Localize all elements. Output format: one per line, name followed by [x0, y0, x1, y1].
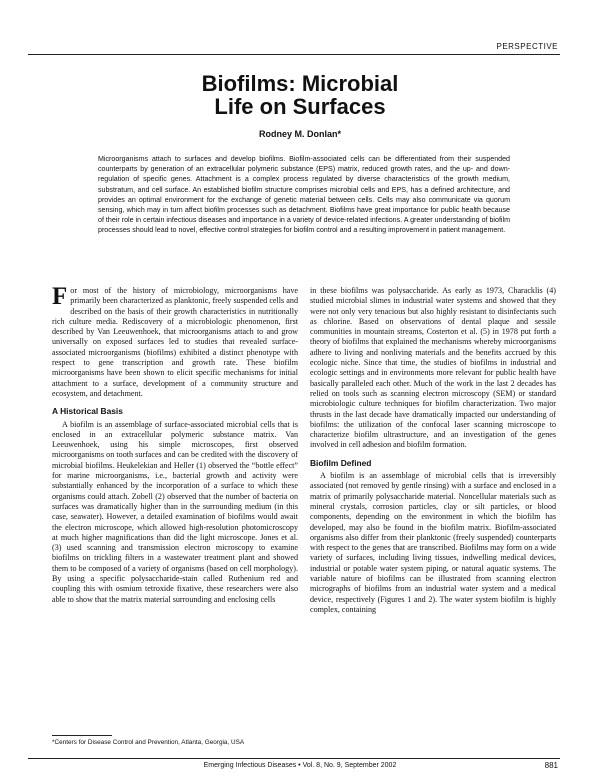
historical-paragraph: A biofilm is an assemblage of surface-associated microbial cells that is enclosed in an extracellular polymeric substance matrix. Van Leeuwenhoek, using his simple microscopes, first observed microorganisms on tooth surfaces and can be credited with the discovery of microbial biofilms. Heukelekian and Heller (1) observed the “bottle effect” for marine microorganisms, i.e., bacterial growth and activity were substantially enhanced by the incorporation of a surface to which these organisms could attach. Zobell (2) observed that the number of bacteria on surfaces was dramatically higher than in the surrounding medium (in this case, seawater). However, a detailed examination of biofilms would await the electron microscope, which allowed high-resolution photomicroscopy at much higher magnifications than did the light microscope. Jones et al. (3) used scanning and transmission electron microscopy to examine biofilms on trickling filters in a wastewater treatment plant and showed them to be composed of a variety of organisms (based on cell morphology). By using a specific polysaccharide-stain called Ruthenium red and coupling this with osmium tetroxide fixative, these researchers were also able to show that the matrix material surrounding and enclosing cells	[52, 419, 298, 604]
abstract: Microorganisms attach to surfaces and develop biofilms. Biofilm-associated cells can be differentiated from their suspended counterparts by generation of an extracellular polymeric substance (EPS) matrix, reduced growth rates, and the up- and down-regulation of specific genes. Attachment is a complex process regulated by diverse characteristics of the growth medium, substratum, and cell surface. An established biofilm structure comprises microbial cells and EPS, has a defined architecture, and provides an optimal environment for the exchange of genetic material between cells. Cells may also communicate via quorum sensing, which may in turn affect biofilm processes such as detachment. Biofilms have great importance for public health because of their role in certain infectious diseases and importance in a variety of device-related infections. A greater understanding of biofilm processes should lead to novel, effective control strategies for biofilm control and a resulting improvement in patient management.	[98, 155, 510, 235]
heading-biofilm-defined: Biofilm Defined	[310, 457, 372, 468]
header-rule	[28, 54, 560, 55]
heading-historical-basis: A Historical Basis	[52, 406, 123, 417]
page-number: 881	[544, 761, 558, 770]
article-title	[0, 72, 600, 118]
footnote-rule	[52, 735, 112, 736]
body-column-right	[310, 286, 556, 615]
title-line-1: Biofilms: Microbial	[201, 71, 399, 96]
intro-paragraph	[52, 283, 298, 399]
body-column-left	[52, 283, 298, 605]
footer-rule	[28, 758, 560, 759]
footnote: *Centers for Disease Control and Prevention, Atlanta, Georgia, USA	[52, 739, 245, 746]
author: Rodney M. Donlan*	[258, 129, 341, 139]
title-line-2: Life on Surfaces	[214, 94, 386, 119]
intro-text: or most of the history of microbiology, microorganisms have primarily been characterized as planktonic, freely suspended cells and described on the basis of their growth characteristics in nutritionally rich culture media. Rediscovery of a microbiologic phenomenon, first described by Van Leeuwenhoek, that microorganisms attach to and grow universally on exposed surfaces led to studies that revealed surface-associated microorganisms (biofilms) exhibited a distinct phenotype with respect to gene transcription and growth rate. These biofilm microorganisms have been shown to elicit specific mechanisms for initial attachment to a surface, development of a community structure and ecosystem, and detachment.	[52, 286, 298, 398]
historical-paragraph-continued: in these biofilms was polysaccharide. As early as 1973, Characklis (4) studied microbial slimes in industrial water systems and showed that they were not only very tenacious but also highly resistant to disinfectants such as chlorine. Based on observations of dental plaque and sessile communities in mountain streams, Costerton et al. (5) in 1978 put forth a theory of biofilms that explained the mechanisms whereby microorganisms adhere to living and nonliving materials and the benefits accrued by this ecologic niche. Since that time, the studies of biofilms in industrial and ecologic settings and in environments more relevant for public health have basically paralleled each other. Much of the work in the last 2 decades has relied on tools such as scanning electron microscopy (SEM) or standard microbiologic culture techniques for biofilm characterization. Two major thrusts in the last decade have dramatically impacted our understanding of biofilms: the utilization of the confocal laser scanning microscope to characterize biofilm ultrastructure, and an investigation of the genes involved in cell adhesion and biofilm formation.	[310, 286, 556, 450]
dropcap: F	[52, 283, 68, 310]
journal-footer: Emerging Infectious Diseases • Vol. 8, No. 9, September 2002	[203, 762, 397, 769]
defined-paragraph: A biofilm is an assemblage of microbial cells that is irreversibly associated (not removed by gentle rinsing) with a surface and enclosed in a matrix of primarily polysaccharide material. Noncellular materials such as mineral crystals, corrosion particles, clay or silt particles, or blood components, depending on the environment in which the biofilm has developed, may also be found in the biofilm matrix. Biofilm-associated organisms also differ from their planktonic (freely suspended) counterparts with respect to the genes that are transcribed. Biofilms may form on a wide variety of surfaces, including living tissues, indwelling medical devices, industrial or potable water system piping, or natural aquatic systems. The variable nature of biofilms can be illustrated from scanning electron micrographs of biofilms from an industrial water system and a medical device, respectively (Figures 1 and 2). The water system biofilm is highly complex, containing	[310, 471, 556, 614]
section-label: PERSPECTIVE	[496, 42, 558, 51]
